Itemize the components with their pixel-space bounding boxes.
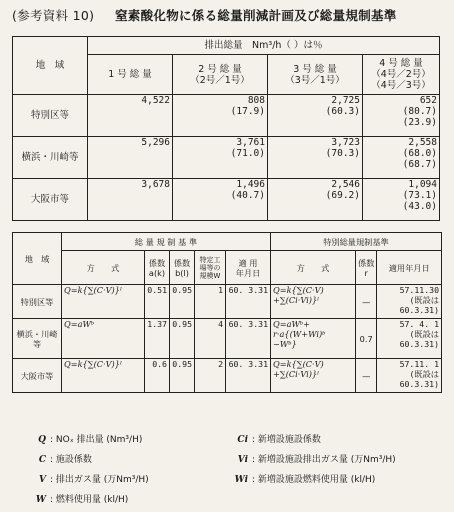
legend-item <box>228 430 396 450</box>
legend-symbol: Wi <box>234 475 248 485</box>
legend-item <box>228 470 396 490</box>
t2-date: 60. 3.31 <box>226 285 271 319</box>
t2-region: 大阪市等 <box>13 359 62 393</box>
legend-symbol: Ci <box>237 435 248 445</box>
t2-smethod: Q=k{∑(C·V) +∑(Ci·Vi)}ˡ <box>271 359 356 393</box>
t2-a: 0.6 <box>145 359 170 393</box>
legend-symbol: Q <box>38 435 46 445</box>
t2-h-sdate: 適用年月日 <box>377 251 442 285</box>
reference-label: (参考資料 10) <box>12 8 95 23</box>
t2-h-scale: 特定工場等の規模W <box>195 251 226 285</box>
t1-c1: 5,296 <box>88 137 173 179</box>
t2-h-smethod: 方 式 <box>271 251 356 285</box>
t2-date: 60. 3.31 <box>226 319 271 359</box>
t2-h-coef-a: 係数 a(k) <box>145 251 170 285</box>
t1-c1: 4,522 <box>88 95 173 137</box>
t1-col2-header: 2 号 総 量 （2号／1号） <box>173 55 268 95</box>
legend-symbol: Vi <box>237 455 248 465</box>
table-row <box>13 359 442 393</box>
legend-text: : 排出ガス量 (万Nm³/H) <box>50 475 149 485</box>
t1-c3: 3,723 (70.3) <box>268 137 363 179</box>
legend-text: : 燃料使用量 (kl/H) <box>50 495 129 505</box>
t1-c3: 2,725 (60.3) <box>268 95 363 137</box>
t2-a: 0.51 <box>145 285 170 319</box>
t2-h-coef-b: 係数 b(l) <box>170 251 195 285</box>
t2-w: 4 <box>195 319 226 359</box>
t2-sdate: 57.11. 1 (既設は 60.3.31) <box>377 359 442 393</box>
legend-left <box>26 430 149 510</box>
t2-region: 特別区等 <box>13 285 62 319</box>
legend-item <box>26 490 149 510</box>
t1-c1: 3,678 <box>88 179 173 221</box>
t1-c4: 2,558 (68.0) (68.7) <box>363 137 440 179</box>
t1-c3: 2,546 (69.2) <box>268 179 363 221</box>
t2-method: Q=aWᵇ <box>62 319 145 359</box>
t2-r: — <box>356 285 377 319</box>
t2-header-special: 特別総量規制基準 <box>271 233 442 251</box>
title-text: 窒素酸化物に係る総量削減計画及び総量規制基準 <box>115 8 397 23</box>
legend-text: : 新増設施設排出ガス量 (万Nm³/H) <box>252 455 396 465</box>
t2-smethod: Q=aWᵇ+ r·a{(W+Wi)ᵇ −Wᵇ} <box>271 319 356 359</box>
t2-region: 横浜・川崎等 <box>13 319 62 359</box>
legend-right <box>228 430 396 490</box>
t1-c4: 652 (80.7) (23.9) <box>363 95 440 137</box>
t2-h-scoef: 係数 r <box>356 251 377 285</box>
t2-b: 0.95 <box>170 359 195 393</box>
t2-b: 0.95 <box>170 319 195 359</box>
legend-item <box>26 430 149 450</box>
t2-w: 1 <box>195 285 226 319</box>
t2-method: Q=k{∑(C·V)}ˡ <box>62 359 145 393</box>
page-title <box>12 6 397 24</box>
t1-c2: 808 (17.9) <box>173 95 268 137</box>
t1-region: 特別区等 <box>13 95 88 137</box>
table-row <box>13 137 440 179</box>
legend-item <box>228 450 396 470</box>
legend-symbol: W <box>35 495 46 505</box>
t1-region: 横浜・川崎等 <box>13 137 88 179</box>
t2-smethod: Q=k{∑(C·V) +∑(Ci·Vi)}ˡ <box>271 285 356 319</box>
t2-header-region: 地 域 <box>13 233 62 285</box>
legend-text: : 新増設施設係数 <box>252 435 321 445</box>
t2-sdate: 57.11.30 (既設は 60.3.31) <box>377 285 442 319</box>
t1-col4-header: 4 号 総 量 （4号／2号） （4号／3号） <box>363 55 440 95</box>
t2-method: Q=k{∑(C·V)}ˡ <box>62 285 145 319</box>
t1-region: 大阪市等 <box>13 179 88 221</box>
table-row <box>13 179 440 221</box>
legend-text: : 新増設施設燃料使用量 (kl/H) <box>252 475 376 485</box>
table-row <box>13 95 440 137</box>
legend-text: : NOₓ 排出量 (Nm³/H) <box>50 435 143 445</box>
legend-item <box>26 450 149 470</box>
t2-h-date: 適 用 年月日 <box>226 251 271 285</box>
t1-header-emission: 排出総量 Nm³/h（ ）は％ <box>88 37 440 55</box>
legend-symbol: V <box>39 475 46 485</box>
t2-h-method: 方 式 <box>62 251 145 285</box>
t2-r: — <box>356 359 377 393</box>
t2-date: 60. 3.31 <box>226 359 271 393</box>
regulation-table <box>12 232 442 393</box>
legend-item <box>26 470 149 490</box>
t2-b: 0.95 <box>170 285 195 319</box>
t2-sdate: 57. 4. 1 (既設は 60.3.31) <box>377 319 442 359</box>
table-row <box>13 285 442 319</box>
t2-r: 0.7 <box>356 319 377 359</box>
t1-c2: 3,761 (71.0) <box>173 137 268 179</box>
emission-table <box>12 36 440 221</box>
legend-text: : 施設係数 <box>50 455 92 465</box>
t2-w: 2 <box>195 359 226 393</box>
t1-col1-header: 1 号 総 量 <box>88 55 173 95</box>
t1-c2: 1,496 (40.7) <box>173 179 268 221</box>
table-row <box>13 319 442 359</box>
t2-header-total: 総 量 規 制 基 準 <box>62 233 271 251</box>
t1-c4: 1,094 (73.1) (43.0) <box>363 179 440 221</box>
legend-symbol: C <box>38 455 46 465</box>
t2-a: 1.37 <box>145 319 170 359</box>
t1-header-region: 地 域 <box>13 37 88 95</box>
t1-col3-header: 3 号 総 量 （3号／1号） <box>268 55 363 95</box>
